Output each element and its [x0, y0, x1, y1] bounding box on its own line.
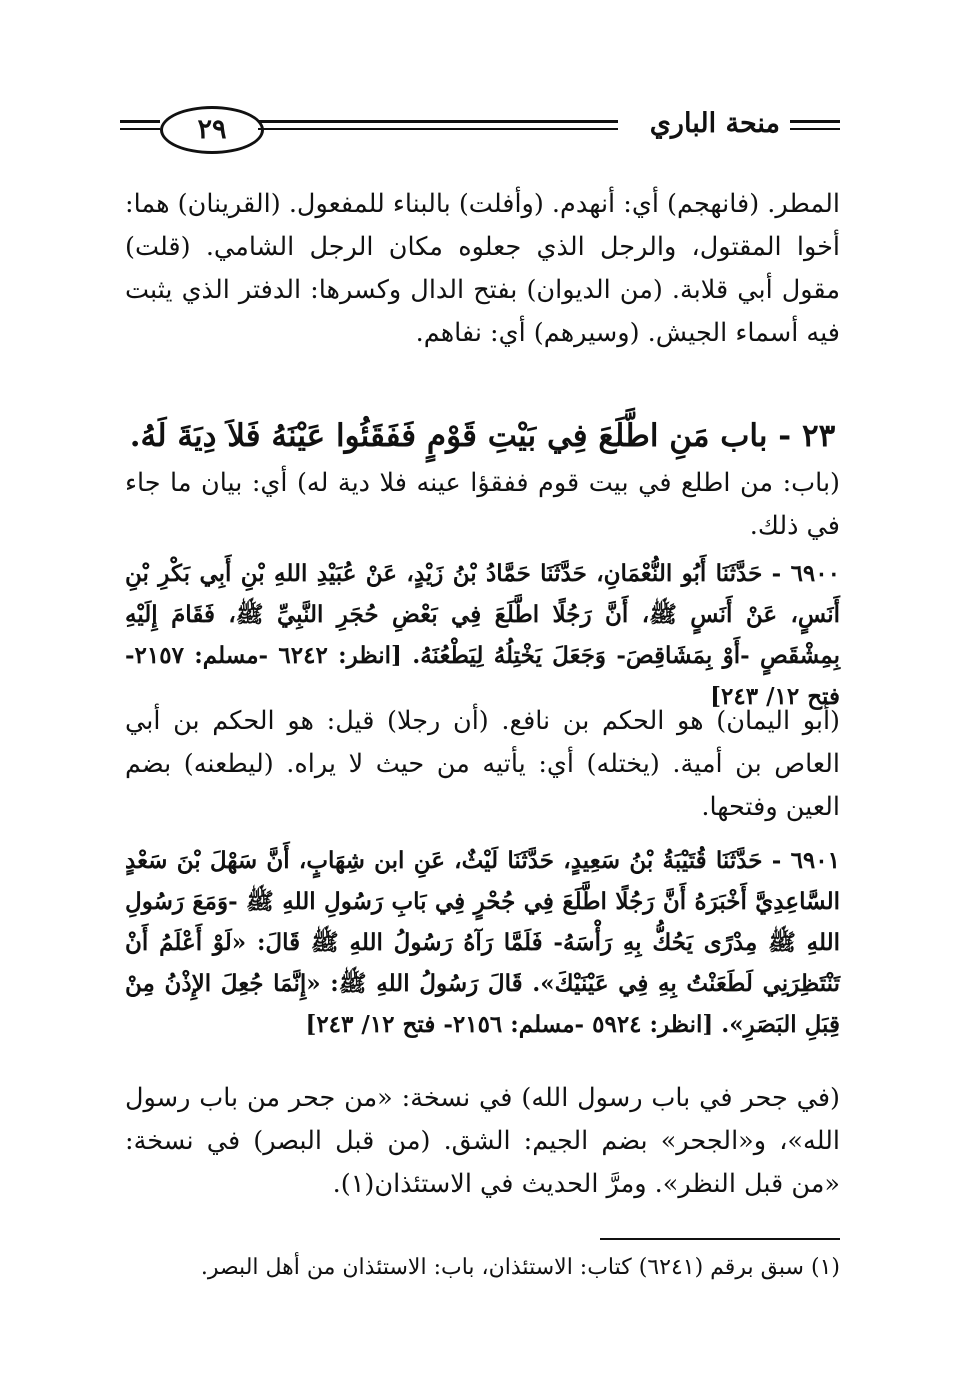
footnote-rule: [600, 1238, 840, 1240]
commentary-paragraph-2: (باب: من اطلع في بيت قوم ففقؤا عينه فلا دية له) أي: بيان ما جاء في ذلك.: [125, 468, 840, 541]
header-rule-left-bottom: [120, 128, 160, 130]
chapter-heading: ٢٣ - باب مَنِ اطَّلَعَ فِي بَيْتِ قَوْمٍ فَفَقَئُوا عَيْنَهُ فَلاَ دِيَةَ لَهُ.: [129, 418, 836, 454]
book-title: منحة الباري: [649, 108, 780, 139]
footnote: (١) سبق برقم (٦٢٤١) كتاب: الاستئذان، باب: الاستئذان من أهل البصر.: [200, 1255, 840, 1280]
header-rule-right-bottom: [790, 128, 840, 130]
header-rule-left-top: [120, 120, 160, 123]
page-header: [120, 100, 840, 160]
header-rule-middle-bottom: [258, 128, 618, 130]
commentary-paragraph-1: المطر. (فانهجم) أي: أنهدم. (وأفلت) بالبناء للمفعول. (القرينان) هما: أخوا المقتول، والرجل الذي جعلوه مكان الرجل الشامي. (قلت) مقول أبي قلابة. (من الديوان) بفتح الدال وكسرها: الدفتر الذي يثبت فيه أسماء الجيش. (وسيرهم) أي: نفاهم.: [125, 189, 840, 348]
commentary-paragraph-4: (في جحر في باب رسول الله) في نسخة: «من جحر من باب رسول الله»، و«الجحر» بضم الجيم: الشق. (من قبل البصر) في نسخة: «من قبل النظر». ومرَّ الحديث في الاستئذان(١).: [125, 1083, 840, 1199]
hadith-6900: ٦٩٠٠ - حَدَّثَنَا أَبُو النُّعْمَانِ، حَدَّثَنَا حَمَّادُ بْنُ زَيْدٍ، عَنْ عُبَيْدِ اللهِ بْنِ أَبِي بَكْرِ بْنِ أَنَسٍ، عَنْ أَنَسٍ ﷺ، أَنَّ رَجُلًا اطَّلَعَ فِي بَعْضِ حُجَرِ النَّبِيِّ ﷺ، فَقَامَ إِلَيْهِ بِمِشْقَصٍ -أَوْ بِمَشَاقِصَ- وَجَعَلَ يَخْتِلُهُ لِيَطْعُنَهُ. [انظر: ٦٢٤٢ -مسلم: ٢١٥٧- فتح ١٢/ ٢٤٣]: [125, 560, 841, 710]
commentary-paragraph-3: (أبو اليمان) هو الحكم بن نافع. (أن رجلا) قيل: هو الحكم بن أبي العاص بن أمية. (يختله) أي: يأتيه من حيث لا يراه. (ليطعنه) بضم العين وفتحها.: [125, 706, 840, 822]
header-rule-right-top: [790, 120, 840, 123]
hadith-6901: ٦٩٠١ - حَدَّثَنَا قُتَيْبَةُ بْنُ سَعِيدٍ، حَدَّثَنَا لَيْثٌ، عَنِ ابن شِهَابٍ، أَنَّ سَهْلَ بْنَ سَعْدٍ السَّاعِدِيَّ أَخْبَرَهُ أَنَّ رَجُلًا اطَّلَعَ فِي جُحْرٍ فِي بَابِ رَسُولِ اللهِ ﷺ -وَمَعَ رَسُولِ اللهِ ﷺ مِدْرًى يَحُكُّ بِهِ رَأْسَهُ- فَلَمَّا رَآهُ رَسُولُ اللهِ ﷺ قَالَ: «لَوْ أَعْلَمُ أَنْ تَنْتَظِرَنِي لَطَعَنْتُ بِهِ فِي عَيْنَيْكَ». قَالَ رَسُولُ اللهِ ﷺ: «إِنَّمَا جُعِلَ الإِذْنُ مِنْ قِبَلِ البَصَرِ». [انظر: ٥٩٢٤ -مسلم: ٢١٥٦- فتح ١٢/ ٢٤٣]: [125, 847, 840, 1038]
header-rule-middle-top: [258, 120, 618, 123]
page-number-oval: ٢٩: [160, 106, 264, 154]
